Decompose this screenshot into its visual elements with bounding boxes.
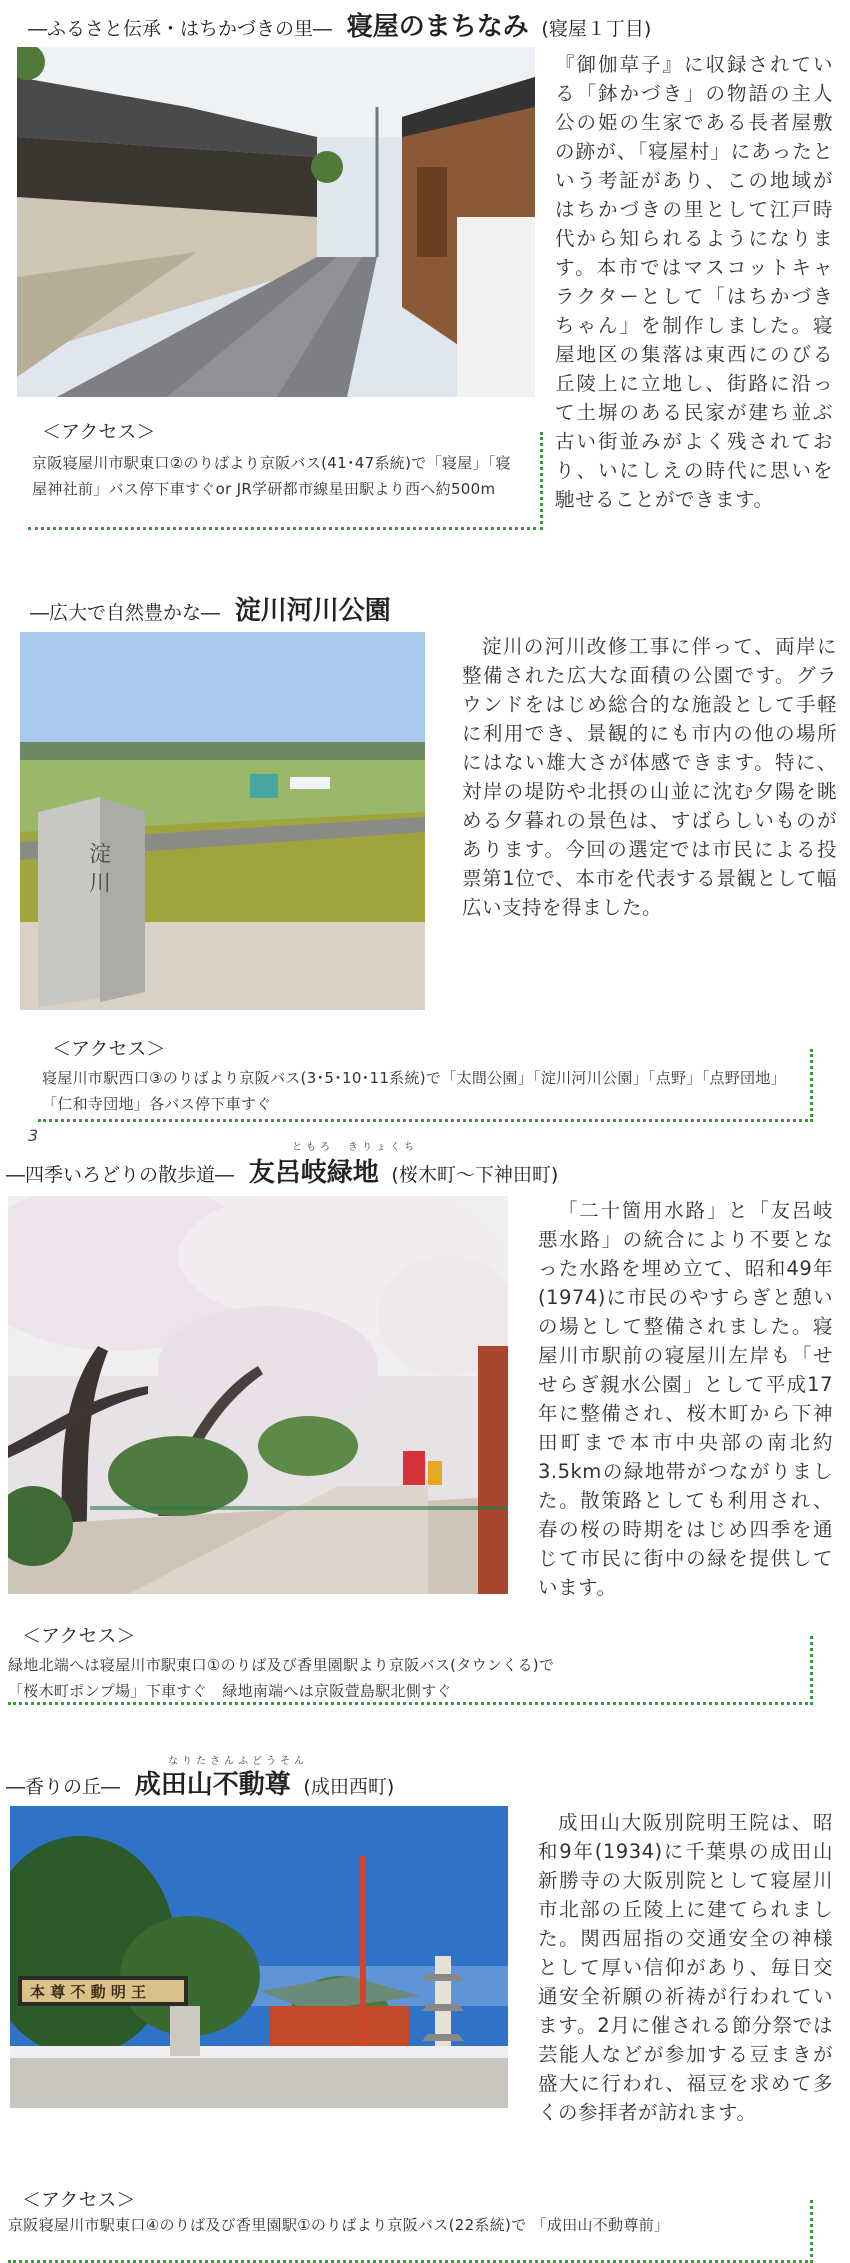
access-box xyxy=(28,421,543,530)
access-text: 京阪寝屋川市駅東口②のりばより京阪バス(41･47系統)で「寝屋」「寝屋神社前」バス停下車すぐor JR学研都市線星田駅より西へ約500m xyxy=(32,454,511,498)
access-text: 京阪寝屋川市駅東口④のりば及び香里園駅①のりばより京阪バス(22系統)で 「成田山不動尊前」 xyxy=(8,2216,670,2234)
title-ruby: なりたさんふどうそん xyxy=(168,1756,308,1767)
section-location: (桜木町～下神田町) xyxy=(391,1164,559,1186)
section-heading xyxy=(30,590,391,627)
access-label: ＜アクセス＞ xyxy=(38,417,159,444)
section-body: 成田山大阪別院明王院は、昭和9年(1934)に千葉県の成田山新勝寺の大阪別院として寝屋川市北部の丘陵上に建てられました。関西屈指の交通安全の神様として厚い信仰があり、毎日交通安全祈願の祈祷が行われています。2月に催される節分祭では芸能人などが参加する豆まきが盛大に行われ、福豆を求めて多くの参拝者が訪れます。 xyxy=(538,1811,833,2124)
section-body: 『御伽草子』に収録されている「鉢かづき」の物語の主人公の姫の生家である長者屋敷の跡が、「寝屋村」にあったという考証があり、この地域がはちかづきの里として江戸時代から知られるようになります。本市ではマスコットキャラクターとして「はちかづきちゃん」を制作しました。寝屋地区の集落は東西にのびる丘陵上に立地し、街路に沿って土塀のある民家が建ち並ぶ古い街並みがよく残されており、いにしえの時代に思いを馳せることができます。 xyxy=(555,53,833,511)
section-subtitle: ―広大で自然豊かな― xyxy=(30,602,221,624)
photo-tomoroki-greenway xyxy=(8,1196,508,1594)
section-body: 「二十箇用水路」と「友呂岐悪水路」の統合により不要となった水路を埋め立て、昭和49年(1974)に市民のやすらぎと憩いの場として整備されました。寝屋川市駅前の寝屋川左岸も「せせらぎ親水公園」として平成17年に整備され、桜木町から下神田町まで本市中央部の南北約3.5kmの緑地帯がつながりました。散策路としても利用され、春の桜の時期をはじめ四季を通じて市民に街中の緑を提供しています。 xyxy=(538,1199,833,1599)
access-text: 寝屋川市駅西口③のりばより京阪バス(3･5･10･11系統)で「太間公園」「淀川河川公園」「点野」「点野団地」「仁和寺団地」各バス停下車すぐ xyxy=(42,1069,786,1113)
photo-naritasan xyxy=(10,1806,508,2108)
access-label: ＜アクセス＞ xyxy=(18,2185,139,2212)
section-location: (成田西町) xyxy=(303,1776,395,1798)
section-subtitle: ―香りの丘― xyxy=(6,1776,121,1798)
section-heading xyxy=(28,6,651,43)
access-label: ＜アクセス＞ xyxy=(18,1621,139,1648)
access-box xyxy=(38,1038,813,1122)
section-title: 淀川河川公園 xyxy=(234,596,391,626)
photo-yodogawa-park xyxy=(20,632,425,1010)
section-heading xyxy=(6,1152,558,1189)
photo-neya-street xyxy=(17,47,535,397)
access-text: 緑地北端へは寝屋川市駅東口①のりば及び香里園駅より京阪バス(タウンくる)で「桜木町ポンプ場」下車すぐ 緑地南端へは京阪萱島駅北側すぐ xyxy=(8,1656,555,1700)
section-heading xyxy=(6,1764,394,1801)
temple-sign: 本 尊 不 動 明 王 xyxy=(30,1983,147,2001)
access-box xyxy=(8,1625,813,1705)
stone-inscription: 淀 川 xyxy=(85,842,111,893)
section-body: 淀川の河川改修工事に伴って、両岸に整備された広大な面積の公園です。グラウンドをはじめ総合的な施設として手軽に利用でき、景観的にも市内の他の場所にはない雄大さが体感できます。特に、対岸の堤防や北摂の山並に沈む夕陽を眺める夕暮れの景色は、すばらしいものがあります。今回の選定では市民による投票第1位で、本市を代表する景観として幅広い支持を得ました。 xyxy=(462,635,837,919)
title-ruby: ともろ きりょくち xyxy=(292,1142,418,1153)
section-location: (寝屋１丁目) xyxy=(541,18,652,40)
access-label: ＜アクセス＞ xyxy=(48,1034,169,1061)
section-title: 寝屋のまちなみ xyxy=(346,12,529,42)
section-title: 友呂岐緑地 xyxy=(248,1158,379,1188)
section-title: 成田山不動尊 xyxy=(134,1770,291,1800)
access-box xyxy=(8,2189,813,2263)
section-subtitle: ―ふるさと伝承・はちかづきの里― xyxy=(28,18,333,40)
page-number: 3 xyxy=(28,1126,39,1145)
section-subtitle: ―四季いろどりの散歩道― xyxy=(6,1164,235,1186)
